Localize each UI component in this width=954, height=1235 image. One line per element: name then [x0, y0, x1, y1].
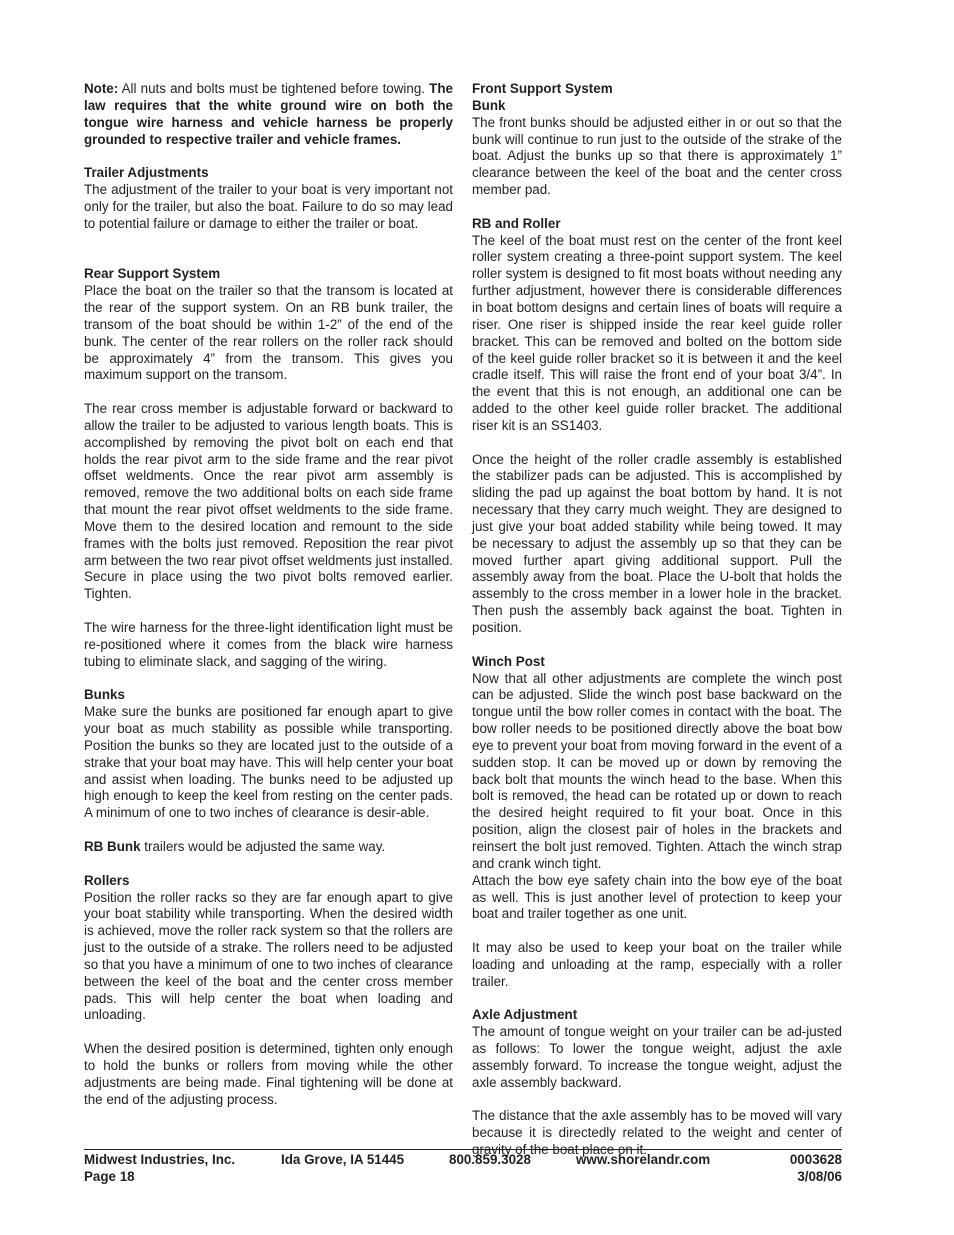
- winch-post-paragraph-1: Now that all other adjustments are complete the winch post can be adjusted. Slide the winch post base backward on the tongue until the bow roller comes in contact with the boat. The bow roller needs to be positioned directly above the boat bow eye to prevent your boat from moving forward in the event of a sudden stop. It can be moved up or down by removing the back bolt that mounts the winch head to the base. When this bolt is removed, the head can be rotated up or down to reach the desired height required to fit your boat. Once in this position, align the closest pair of holes in the brackets and reinsert the bolt just removed. Tighten. Attach the winch strap and crank winch tight.: [472, 670, 842, 871]
- trailer-adjustments-heading: Trailer Adjustments: [84, 165, 209, 181]
- rb-roller-paragraph-2: Once the height of the roller cradle assembly is established the stabilizer pads can be adjusted. This is accomplished by sliding the pad up against the boat bottom by hand. It is not necessary that they carry much weight. They are designed to just give your boat added stability while being towed. It may be necessary to adjust the assembly up so that they can be moved further apart giving additional support. Pull the assembly away from the boat. Place the U-bolt that holds the assembly to the cross member in a lower hole in the bracket. Then push the assembly back against the boat. Tighten in position.: [472, 451, 842, 635]
- front-support-heading: Front Support System: [472, 81, 613, 96]
- axle-paragraph-1: The amount of tongue weight on your trailer can be ad-justed as follows: To lower the tongue weight, adjust the axle assembly forward. To increase the tongue weight, adjust the axle assembly backward.: [472, 1024, 842, 1090]
- winch-post-paragraph-3: It may also be used to keep your boat on the trailer while loading and unloading at the ramp, especially with a roller trailer.: [472, 940, 842, 989]
- winch-post-paragraph-2: Attach the bow eye safety chain into the bow eye of the boat as well. This is just another level of protection to keep your boat and trailer together as one unit.: [472, 872, 842, 922]
- bunks-text: Make sure the bunks are positioned far enough apart to give your boat as much stability as possible while transporting. Position the bunks so they are located just to the outside of a strake that your boat may have. This will help center your boat and assist when loading. The bunks need to be adjusted up high enough to keep the keel from resting on the center pads. A minimum of one to two inches of clearance is desir-able.: [84, 704, 453, 821]
- footer-date: 3/08/06: [797, 1169, 842, 1184]
- bunk-text: The front bunks should be adjusted either in or out so that the bunk will continue to run just to the outside of the strake of the boat. Adjust the bunks up so that there is approximately 1” clearance between the keel of the boat and the center cross member pad.: [472, 114, 842, 198]
- footer-website: www.shorelandr.com: [576, 1152, 711, 1167]
- trailer-adjustments-text: The adjustment of the trailer to your boat is very important not only for the trailer, but also the boat. Failure to do so may lead to potential failure or damage to either the trailer or boat.: [84, 182, 453, 231]
- footer-phone: 800.859.3028: [449, 1152, 531, 1167]
- footer-page-number: Page 18: [84, 1169, 135, 1184]
- bunk-subheading: Bunk: [472, 97, 506, 113]
- footer-city: Ida Grove, IA 51445: [281, 1152, 405, 1167]
- rear-support-paragraph-3: The wire harness for the three-light identification light must be re-positioned where it comes from the black wire harness tubing to eliminate slack, and sagging of the wiring.: [84, 620, 453, 669]
- final-tightening-text: When the desired position is determined, tighten only enough to hold the bunks or rollers from moving while the other adjustments are being made. Final tightening will be done at the end of the adjusting process.: [84, 1041, 453, 1107]
- footer-divider: [84, 1149, 842, 1150]
- bunks-heading: Bunks: [84, 687, 125, 703]
- rb-roller-paragraph-1: The keel of the boat must rest on the center of the front keel roller system creating a three-point support system. The keel roller system is designed to fit most boats without needing any further adjustment, however there is considerable differences in boat bottom designs and certain lines of boats will require a riser. One riser is shipped inside the rear keel guide roller bracket. This can be removed and bolted on the bottom side of the keel guide roller bracket so it is between it and the keel cradle itself. This will raise the front end of your boat 3/4”. In the event that this is not enough, an additional one can be added to the other keel guide roller bracket. The additional riser kit is an SS1403.: [472, 232, 842, 433]
- rb-bunk-text: trailers would be adjusted the same way.: [140, 838, 386, 854]
- axle-paragraph-2: The distance that the axle assembly has to be moved will vary because it is directedly related to the weight and center of gravity of the boat place on it.: [472, 1108, 842, 1158]
- rb-bunk-label: RB Bunk: [84, 838, 141, 854]
- left-column: [84, 81, 453, 1108]
- note-paragraph: [84, 81, 453, 148]
- rollers-text: Position the roller racks so they are far enough apart to give your boat stability while transporting. When the desired width is achieved, move the roller rack system so that the rollers are just to the outside of a strake. The rollers need to be adjusted so that you have a minimum of one to two inches of clearance between the keel of the boat and the center cross member pads. This will help center the boat when loading and unloading.: [84, 889, 453, 1023]
- footer-company: Midwest Industries, Inc.: [84, 1152, 236, 1167]
- note-text: All nuts and bolts must be tightened before towing.: [121, 81, 426, 96]
- winch-post-heading: Winch Post: [472, 653, 545, 669]
- rear-support-paragraph-2: The rear cross member is adjustable forward or backward to allow the trailer to be adjusted to various length boats. This is accomplished by removing the pivot bolt on each end that holds the rear pivot arm to the side frame and the rear pivot offset weldments. Once the rear pivot arm assembly is removed, remove the two additional bolts on each side frame that mount the rear pivot offset weldments to the side frame. Move them to the desired location and remount to the side frames with the bolts just removed. Reposition the rear pivot arm between the two rear pivot offset weldments just installed. Secure in place using the two pivot bolts removed earlier. Tighten.: [84, 401, 453, 602]
- rear-support-heading: Rear Support System: [84, 266, 221, 282]
- axle-adjustment-heading: Axle Adjustment: [472, 1007, 578, 1023]
- footer-doc-number: 0003628: [789, 1152, 842, 1167]
- rb-roller-heading: RB and Roller: [472, 215, 561, 231]
- right-column: [472, 81, 842, 1159]
- note-label: Note:: [84, 81, 119, 96]
- rear-support-paragraph-1: Place the boat on the trailer so that the transom is located at the rear of the support system. On an RB bunk trailer, the transom of the boat should be within 1-2” of the end of the bunk. The center of the rear rollers on the roller rack should be approximately 4” from the transom. This gives you maximum support on the transom.: [84, 283, 453, 383]
- rollers-heading: Rollers: [84, 872, 130, 888]
- rb-bunk-paragraph: [84, 839, 453, 856]
- note-warning: The law requires that the white ground wire on both the tongue wire harness and vehicle harness be properly grounded to respective trailer and vehicle frames.: [84, 81, 453, 147]
